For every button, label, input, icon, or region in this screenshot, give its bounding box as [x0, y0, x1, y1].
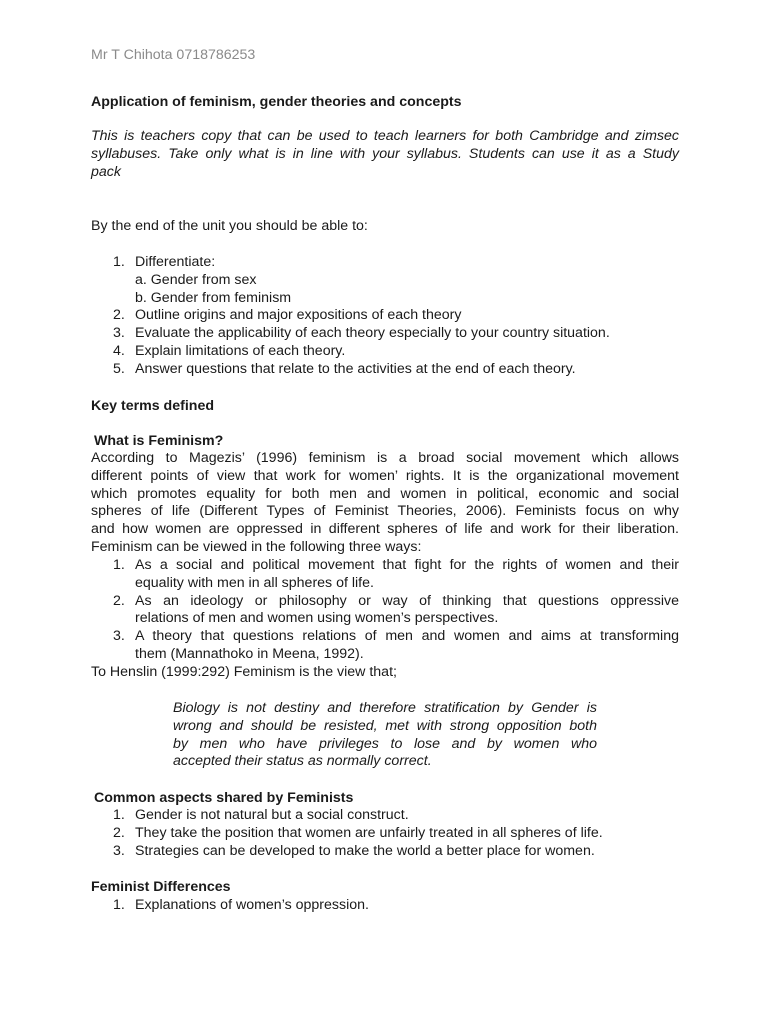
intro-line: pack: [91, 163, 121, 180]
objectives-list: [91, 254, 679, 379]
paragraph-line: and how women are oppressed in different spheres of life and work for their liberation.: [91, 521, 679, 538]
paragraph-line: Feminism can be viewed in the following three ways:: [91, 538, 422, 555]
list-text: b. Gender from feminism: [135, 289, 292, 306]
document-title: Application of feminism, gender theories and concepts: [91, 94, 462, 110]
list-text: Strategies can be developed to make the world a better place for women.: [135, 842, 595, 859]
feminism-paragraph: [91, 450, 679, 557]
list-item: [91, 290, 679, 308]
list-text: Outline origins and major expositions of each theory: [135, 307, 462, 324]
list-text: As a social and political movement that fight for the rights of women and their: [135, 557, 679, 573]
list-text: a. Gender from sex: [135, 271, 257, 288]
list-number: 1.: [113, 557, 125, 573]
list-item: [91, 361, 679, 379]
feminism-ways-list: [91, 557, 679, 664]
list-number: 2.: [113, 824, 125, 841]
list-number: 1.: [113, 254, 125, 270]
list-text: Explanations of women’s oppression.: [135, 897, 369, 913]
list-item: [91, 843, 679, 861]
list-item: [91, 307, 679, 325]
quote-line: accepted their status as normally correct.: [173, 753, 432, 770]
paragraph-line: which promotes equality for both men and women in political, economic and social: [91, 485, 679, 502]
list-item: [91, 343, 679, 361]
paragraph-line: different points of view that work for women’ rights. It is the organizational movement: [91, 467, 679, 484]
list-number: 2.: [113, 592, 125, 609]
list-number: 3.: [113, 325, 125, 342]
common-aspects-list: [91, 807, 679, 860]
quote-line: wrong and should be resisted, met with strong opposition both: [173, 717, 597, 734]
list-text: Gender is not natural but a social construct.: [135, 807, 409, 823]
list-item: [91, 272, 679, 290]
list-number: 1.: [113, 807, 125, 823]
intro-line: This is teachers copy that can be used to teach learners for both Cambridge and zimsec: [91, 128, 679, 144]
objectives-lead: By the end of the unit you should be able to:: [91, 218, 368, 234]
paragraph-line: spheres of life (Different Types of Feminist Theories, 2006). Feminists focus on why: [91, 503, 679, 520]
henslin-quote: [173, 700, 597, 771]
list-number: 3.: [113, 628, 125, 645]
list-number: 5.: [113, 360, 125, 377]
list-item: [91, 897, 679, 915]
list-number: 1.: [113, 897, 125, 913]
intro-paragraph: [91, 128, 679, 181]
henslin-lead: To Henslin (1999:292) Feminism is the view that;: [91, 664, 397, 680]
list-item: [91, 628, 679, 664]
list-item: [91, 254, 679, 272]
list-text: As an ideology or philosophy or way of thinking that questions oppressive: [135, 592, 679, 609]
list-item: [91, 325, 679, 343]
feminist-differences-list: [91, 897, 679, 915]
list-text: Explain limitations of each theory.: [135, 342, 346, 359]
list-number: 3.: [113, 842, 125, 859]
quote-line: by men who have privileges to lose and by women who: [173, 735, 597, 752]
feminist-differences-heading: Feminist Differences: [91, 879, 231, 895]
quote-line: Biology is not destiny and therefore stratification by Gender is: [173, 700, 597, 716]
list-item: [91, 807, 679, 825]
feminism-heading: What is Feminism?: [94, 433, 224, 449]
list-text: them (Mannathoko in Meena, 1992).: [135, 645, 364, 662]
intro-line: syllabuses. Take only what is in line with your syllabus. Students can use it as a Study: [91, 145, 679, 162]
list-text: relations of men and women using women’s perspectives.: [135, 610, 499, 627]
author-header: Mr T Chihota 0718786253: [91, 47, 256, 63]
list-text: Answer questions that relate to the activities at the end of each theory.: [135, 360, 576, 377]
list-text: equality with men in all spheres of life.: [135, 574, 374, 591]
list-text: Evaluate the applicability of each theory especially to your country situation.: [135, 325, 610, 342]
list-number: 4.: [113, 342, 125, 359]
key-terms-heading: Key terms defined: [91, 398, 214, 414]
list-item: [91, 593, 679, 629]
list-text: Differentiate:: [135, 254, 216, 270]
list-text: They take the position that women are unfairly treated in all spheres of life.: [135, 824, 603, 841]
list-item: [91, 557, 679, 593]
common-aspects-heading: Common aspects shared by Feminists: [94, 790, 354, 806]
list-number: 2.: [113, 307, 125, 324]
list-text: A theory that questions relations of men and women and aims at transforming: [135, 628, 679, 645]
list-item: [91, 825, 679, 843]
paragraph-line: According to Magezis’ (1996) feminism is a broad social movement which allows: [91, 450, 679, 466]
